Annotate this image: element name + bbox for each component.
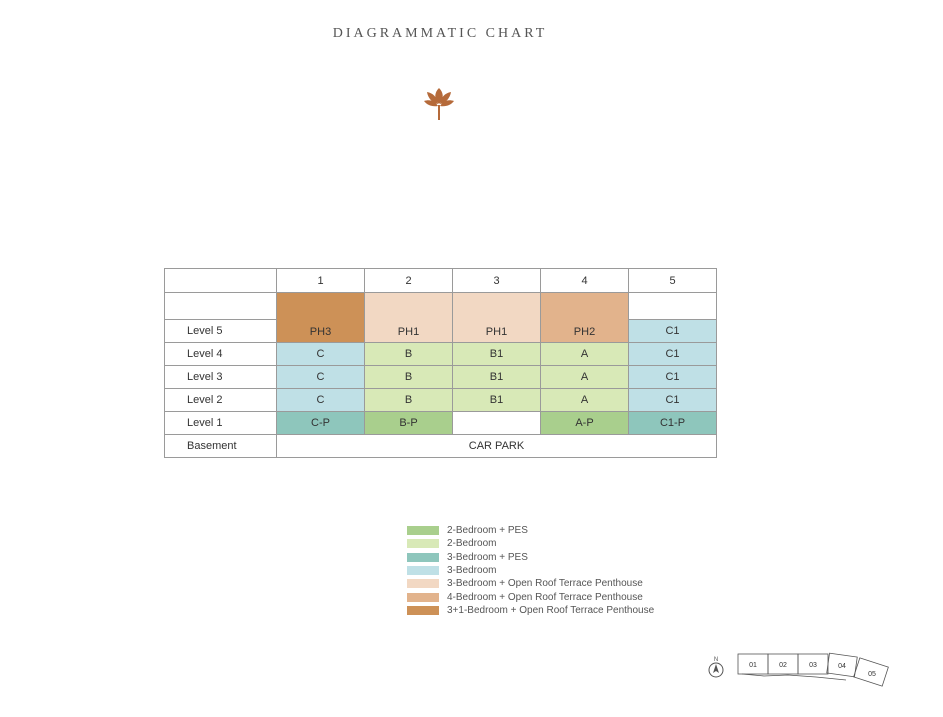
unit-cell: PH3 bbox=[277, 293, 365, 343]
site-key-plan bbox=[706, 650, 896, 690]
row-label: Level 3 bbox=[165, 366, 277, 389]
unit-cell: C1 bbox=[629, 366, 717, 389]
legend-label: 3-Bedroom + PES bbox=[447, 551, 528, 563]
unit-cell: C bbox=[277, 343, 365, 366]
legend-item bbox=[407, 604, 654, 617]
row-label: Level 2 bbox=[165, 389, 277, 412]
legend-item bbox=[407, 564, 654, 577]
column-header: 3 bbox=[453, 269, 541, 293]
unit-cell: C bbox=[277, 389, 365, 412]
row-label: Level 5 bbox=[165, 320, 277, 343]
unit-cell: C1-P bbox=[629, 412, 717, 435]
unit-cell: B1 bbox=[453, 366, 541, 389]
unit-cell: C1 bbox=[629, 389, 717, 412]
north-compass-icon bbox=[709, 657, 723, 677]
site-boundary bbox=[742, 674, 846, 680]
legend-item bbox=[407, 537, 654, 550]
block-label: 04 bbox=[838, 663, 846, 670]
legend-item bbox=[407, 524, 654, 537]
unit-cell: A bbox=[541, 389, 629, 412]
corner-cell bbox=[165, 269, 277, 293]
unit-cell: C bbox=[277, 366, 365, 389]
legend-swatch bbox=[407, 606, 439, 615]
column-header: 2 bbox=[365, 269, 453, 293]
unit-cell: PH1 bbox=[453, 293, 541, 343]
legend-label: 2-Bedroom bbox=[447, 538, 497, 550]
unit-cell: B1 bbox=[453, 389, 541, 412]
block-label: 03 bbox=[809, 662, 817, 669]
legend-label: 2-Bedroom + PES bbox=[447, 525, 528, 537]
unit-cell bbox=[453, 412, 541, 435]
chart-title: DIAGRAMMATIC CHART bbox=[332, 26, 548, 41]
block-label: 05 bbox=[868, 671, 876, 678]
car-park-cell: CAR PARK bbox=[277, 435, 717, 458]
row-label: Level 4 bbox=[165, 343, 277, 366]
column-header: 4 bbox=[541, 269, 629, 293]
north-label: N bbox=[713, 657, 719, 663]
lotus-logo-icon bbox=[420, 84, 458, 124]
unit-cell: PH2 bbox=[541, 293, 629, 343]
unit-cell: A bbox=[541, 343, 629, 366]
unit-cell: B-P bbox=[365, 412, 453, 435]
legend-swatch bbox=[407, 539, 439, 548]
row-label: Basement bbox=[165, 435, 277, 458]
legend-label: 4-Bedroom + Open Roof Terrace Penthouse bbox=[447, 591, 643, 603]
block-label: 01 bbox=[749, 662, 757, 669]
unit-cell: C1 bbox=[629, 343, 717, 366]
column-header: 1 bbox=[277, 269, 365, 293]
unit-cell: B bbox=[365, 343, 453, 366]
legend-swatch bbox=[407, 593, 439, 602]
unit-cell: C-P bbox=[277, 412, 365, 435]
legend-swatch bbox=[407, 526, 439, 535]
legend-swatch bbox=[407, 553, 439, 562]
legend-swatch bbox=[407, 566, 439, 575]
row-label: Level 1 bbox=[165, 412, 277, 435]
unit-cell: B bbox=[365, 366, 453, 389]
legend-label: 3-Bedroom bbox=[447, 565, 497, 577]
unit-distribution-table bbox=[164, 268, 717, 458]
unit-cell: PH1 bbox=[365, 293, 453, 343]
unit-cell: A bbox=[541, 366, 629, 389]
row-label bbox=[165, 293, 277, 320]
unit-cell: A-P bbox=[541, 412, 629, 435]
legend-label: 3+1-Bedroom + Open Roof Terrace Penthouse bbox=[447, 604, 655, 616]
legend bbox=[407, 524, 654, 617]
unit-cell: C1 bbox=[629, 320, 717, 343]
legend-item bbox=[407, 577, 654, 590]
unit-cell: B bbox=[365, 389, 453, 412]
unit-cell: B1 bbox=[453, 343, 541, 366]
legend-item bbox=[407, 551, 654, 564]
column-header: 5 bbox=[629, 269, 717, 293]
legend-label: 3-Bedroom + Open Roof Terrace Penthouse bbox=[447, 578, 643, 590]
unit-cell bbox=[629, 293, 717, 320]
block-label: 02 bbox=[779, 662, 787, 669]
legend-swatch bbox=[407, 579, 439, 588]
legend-item bbox=[407, 590, 654, 603]
